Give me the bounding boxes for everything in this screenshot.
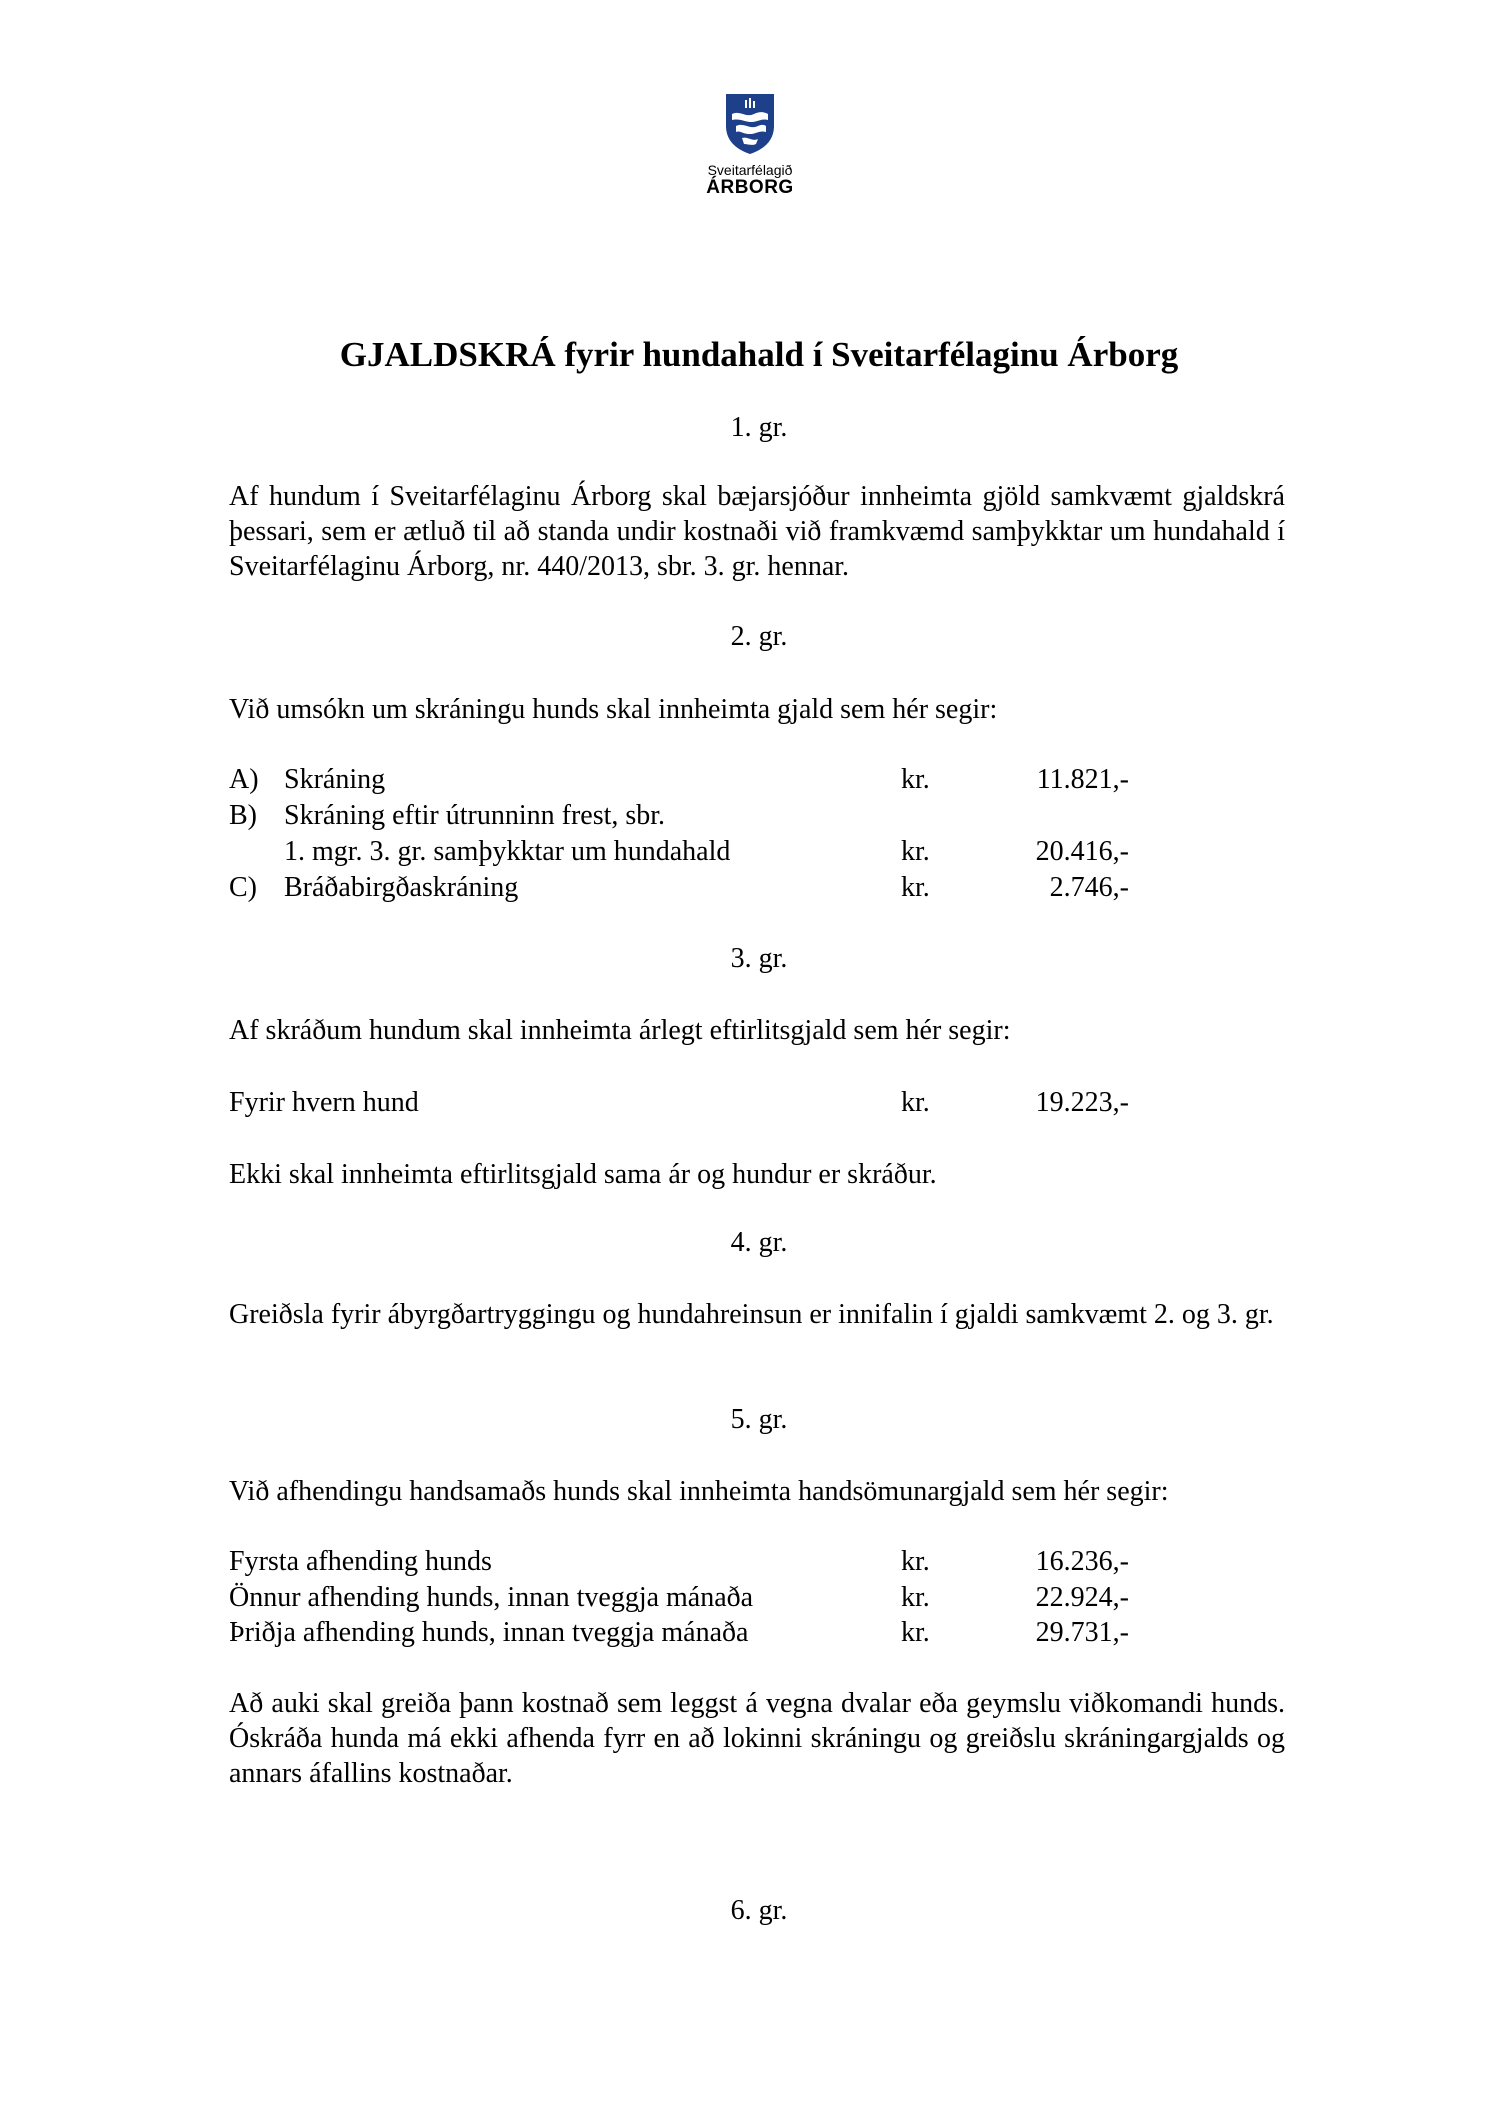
fee-row [229,1085,1129,1121]
fee-row [229,762,1129,798]
section-3-note: Ekki skal innheimta eftirlitsgjald sama ár og hundur er skráður. [229,1159,937,1190]
fee-label: Bráðabirgðaskráning [284,872,519,903]
fee-currency: kr. [901,1546,930,1577]
section-2-heading: 2. gr. [730,621,788,652]
fee-currency: kr. [901,836,930,867]
fee-currency: kr. [901,872,930,903]
section-5-intro: Við afhendingu handsamaðs hunds skal innheimta handsömunargjald sem hér segir: [229,1476,1169,1507]
fee-row-continuation [229,834,1129,870]
fee-row [229,1615,1129,1651]
fee-amount: 22.924,- [1035,1582,1129,1613]
fee-currency: kr. [901,1087,930,1118]
document-title: GJALDSKRÁ fyrir hundahald í Sveitarfélaginu Árborg [339,335,1179,374]
fee-letter: B) [229,800,257,831]
section-1-paragraph: Af hundum í Sveitarfélaginu Árborg skal bæjarsjóður innheimta gjöld samkvæmt gjaldskrá þessari, sem er ætluð til að standa undir kostnaði við framkvæmd samþykktar um hundahald í Sveitarfélaginu Árborg, nr. 440/2013, sbr. 3. gr. hennar. [229,481,1285,582]
fee-label: Fyrir hvern hund [229,1087,419,1118]
section-4-paragraph: Greiðsla fyrir ábyrgðartryggingu og hundahreinsun er innifalin í gjaldi samkvæmt 2. og 3. gr. [229,1299,1274,1330]
fee-currency: kr. [901,1617,930,1648]
fee-label-continuation: 1. mgr. 3. gr. samþykktar um hundahald [284,836,731,867]
logo-name: ÁRBORG [706,177,794,198]
section-5-note: Að auki skal greiða þann kostnað sem leggst á vegna dvalar eða geymslu viðkomandi hunds. Óskráða hunda má ekki afhenda fyrr en að lokinni skráningu og greiðslu skráningargjalds og annars áfallins kostnaðar. [229,1688,1285,1789]
section-5-heading: 5. gr. [730,1404,788,1435]
fee-letter: A) [229,764,259,795]
section-6-heading: 6. gr. [730,1895,788,1926]
section-1-heading: 1. gr. [730,412,788,443]
fee-label: Þriðja afhending hunds, innan tveggja mánaða [229,1617,749,1648]
fee-label: Skráning eftir útrunninn frest, sbr. [284,800,666,831]
fee-currency: kr. [901,1582,930,1613]
fee-label: Fyrsta afhending hunds [229,1546,492,1577]
section-4-heading: 4. gr. [730,1227,788,1258]
fee-amount: 2.746,- [1049,872,1129,903]
section-3-heading: 3. gr. [730,943,788,974]
fee-row [229,1544,1129,1580]
fee-row [229,798,1129,834]
section-2-intro: Við umsókn um skráningu hunds skal innheimta gjald sem hér segir: [229,694,998,725]
fee-amount: 11.821,- [1036,764,1129,795]
coat-of-arms-icon [724,92,776,156]
fee-amount: 20.416,- [1035,836,1129,867]
fee-amount: 29.731,- [1035,1617,1129,1648]
fee-amount: 16.236,- [1035,1546,1129,1577]
municipality-logo [700,92,800,198]
fee-row [229,1580,1129,1616]
logo-subtitle: Sveitarfélagið [707,162,793,178]
fee-letter: C) [229,872,257,903]
fee-amount: 19.223,- [1035,1087,1129,1118]
fee-currency: kr. [901,764,930,795]
section-3-intro: Af skráðum hundum skal innheimta árlegt eftirlitsgjald sem hér segir: [229,1015,1011,1046]
fee-label: Önnur afhending hunds, innan tveggja mánaða [229,1582,754,1613]
fee-row [229,870,1129,906]
fee-label: Skráning [284,764,386,795]
